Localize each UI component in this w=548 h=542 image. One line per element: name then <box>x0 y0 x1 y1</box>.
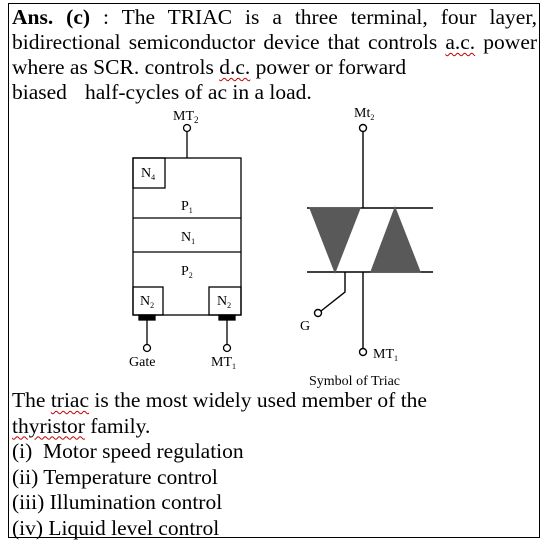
intro-text-5: half-cycles of ac in a load. <box>84 80 312 104</box>
layer-n2-left-label: $N_2$ <box>140 294 155 310</box>
intro-dc: d.c. <box>219 55 251 79</box>
list-item: (iv) Liquid level control <box>12 515 220 540</box>
triac-diagram <box>9 100 539 390</box>
structure-gate-contact <box>139 315 155 320</box>
symbol-gate-lead <box>321 272 345 311</box>
word-thyristor: thyristor <box>12 413 85 438</box>
symbol-gate-label: G <box>300 319 311 334</box>
structure-mt1-label: $MT_1$ <box>211 355 236 371</box>
layer-p1-label: $P_1$ <box>181 199 193 215</box>
intro-text-3: power or forward <box>255 55 407 79</box>
triac-symbol <box>307 106 433 356</box>
body-line-2: thyristor family. <box>12 413 151 438</box>
intro-text-1: The TRIAC is a three terminal, four layer, bidirectional semiconductor device that controls <box>12 5 537 54</box>
layer-n1-label: $N_1$ <box>181 230 196 246</box>
layer-n4-label: $N_4$ <box>141 166 156 182</box>
layer-n2-right-label: $N_2$ <box>217 294 232 310</box>
symbol-bottom-label: $MT_1$ <box>373 347 398 363</box>
structure-top-terminal-label: $MT_2$ <box>173 109 199 125</box>
symbol-gate-terminal <box>315 310 322 317</box>
symbol-caption: Symbol of Triac <box>309 374 401 389</box>
symbol-right-thyristor <box>371 208 420 272</box>
intro-text-4: biased <box>12 80 67 104</box>
list-item: (i) Motor speed regulation <box>12 439 244 463</box>
layer-p2-label: $P_2$ <box>181 264 193 280</box>
intro-ac: a.c. <box>445 30 476 54</box>
structure-gate-label: Gate <box>129 355 156 370</box>
body-line-1: The triac is the most widely used member of the <box>12 388 427 412</box>
list-item: (iii) Illumination control <box>12 490 223 514</box>
structure-mt1-terminal <box>224 345 231 352</box>
body-text <box>12 388 532 541</box>
list-item: (ii) Temperature control <box>12 464 218 489</box>
symbol-top-terminal <box>360 125 367 132</box>
answer-frame <box>8 3 540 538</box>
word-triac: triac <box>50 388 90 412</box>
intro-paragraph <box>12 5 537 105</box>
answer-colon: : <box>103 5 109 29</box>
symbol-top-label: $Mt_2$ <box>354 106 375 122</box>
answer-label: Ans. (c) <box>12 5 91 29</box>
structure-gate-terminal <box>144 345 151 352</box>
symbol-left-thyristor <box>310 208 360 272</box>
intro-text-2: power where as SCR. controls <box>12 30 538 79</box>
symbol-bottom-terminal <box>360 349 367 356</box>
structure-top-terminal <box>184 125 191 132</box>
structure-mt1-contact <box>219 315 235 320</box>
